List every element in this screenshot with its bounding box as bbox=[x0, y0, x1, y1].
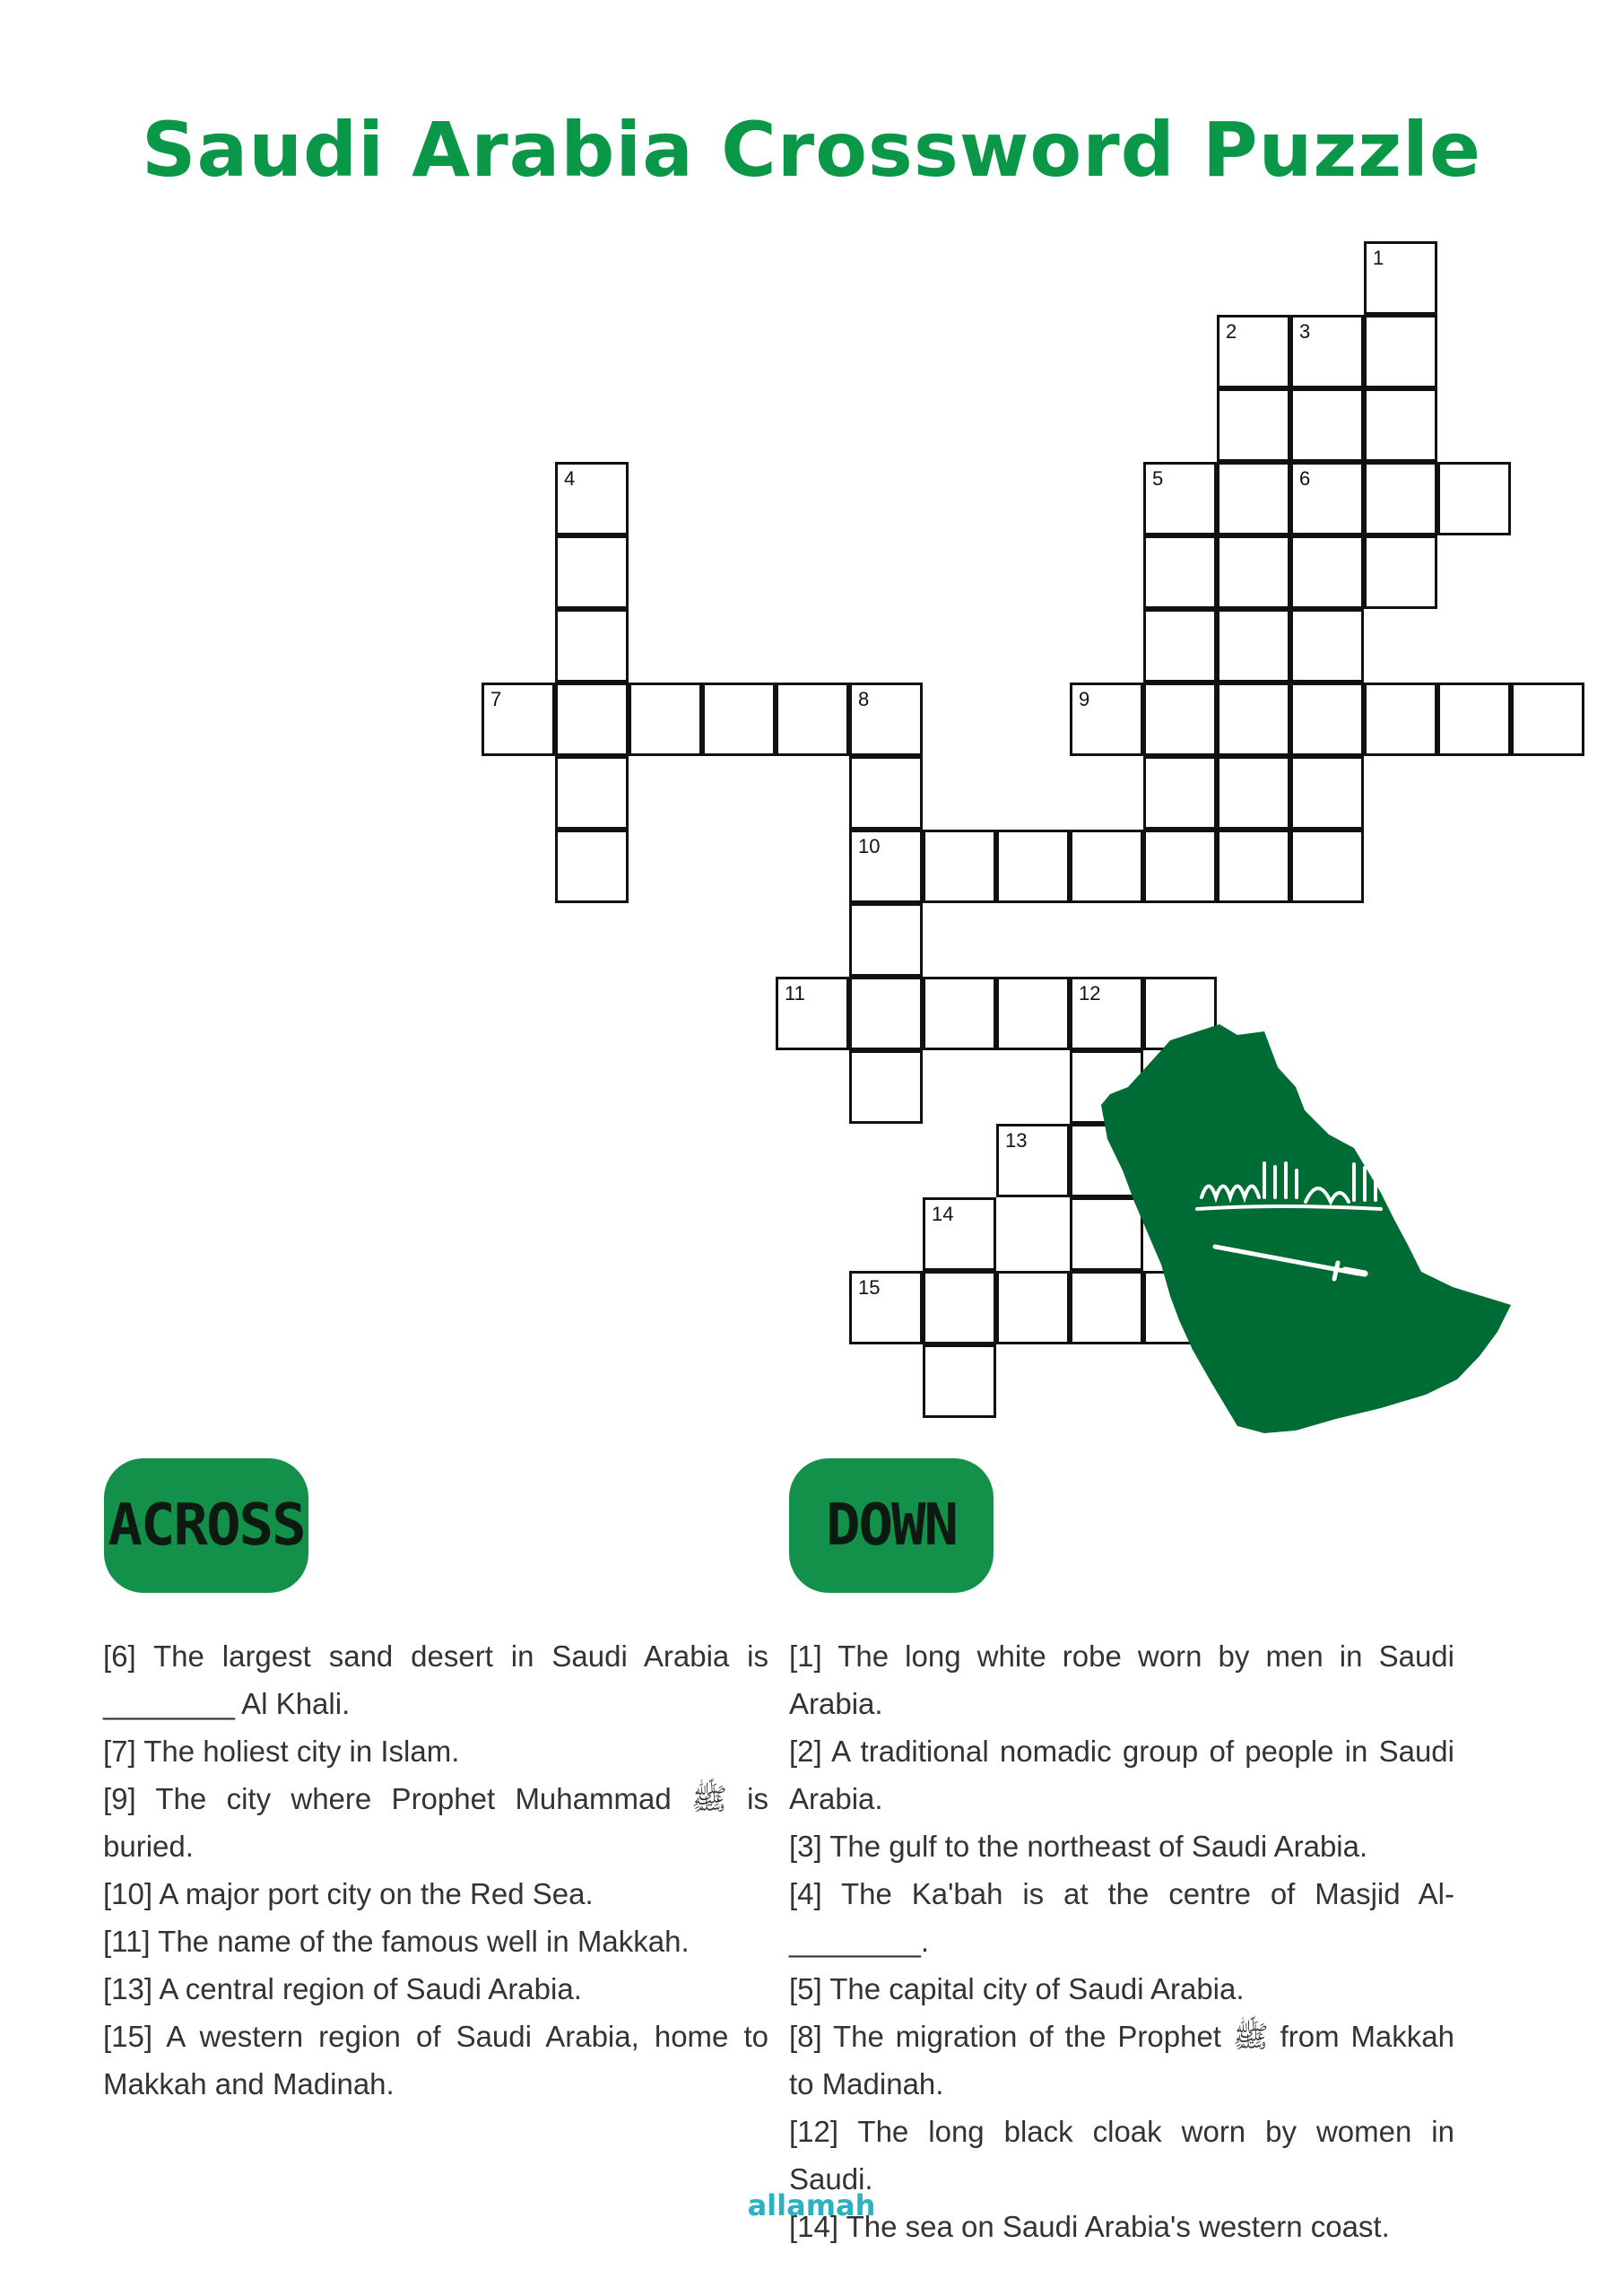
clue-number: 12 bbox=[1079, 982, 1101, 1004]
clue-item: [4] The Ka'bah is at the centre of Masjid Al-________. bbox=[789, 1877, 1454, 1958]
clue-item: [9] The city where Prophet Muhammad ﷺ is buried. bbox=[103, 1782, 768, 1863]
crossword-cell[interactable] bbox=[849, 903, 923, 977]
crossword-cell[interactable] bbox=[849, 830, 923, 903]
crossword-cell[interactable] bbox=[923, 830, 996, 903]
map-shape bbox=[1101, 1024, 1511, 1433]
crossword-cell[interactable] bbox=[1143, 535, 1217, 609]
clue-item: [7] The holiest city in Islam. bbox=[103, 1735, 460, 1768]
clue-item: [13] A central region of Saudi Arabia. bbox=[103, 1972, 582, 2005]
clue-item: [11] The name of the famous well in Makkah. bbox=[103, 1925, 690, 1958]
crossword-cell[interactable] bbox=[702, 683, 776, 756]
crossword-cell[interactable] bbox=[1217, 535, 1290, 609]
crossword-cell[interactable] bbox=[1070, 683, 1143, 756]
crossword-cell[interactable] bbox=[1143, 830, 1217, 903]
crossword-cell[interactable] bbox=[1364, 241, 1437, 315]
crossword-cell[interactable] bbox=[1437, 683, 1511, 756]
clue-number: 14 bbox=[932, 1203, 954, 1225]
crossword-cell[interactable] bbox=[1143, 756, 1217, 830]
crossword-cell[interactable] bbox=[923, 977, 996, 1050]
crossword-cell[interactable] bbox=[1217, 609, 1290, 683]
saudi-flag-map-icon bbox=[1085, 1004, 1524, 1453]
crossword-cell[interactable] bbox=[923, 1197, 996, 1271]
crossword-cell[interactable] bbox=[1217, 830, 1290, 903]
clue-number: 7 bbox=[490, 688, 502, 710]
clue-number: 15 bbox=[858, 1276, 881, 1299]
crossword-cell[interactable] bbox=[1217, 683, 1290, 756]
crossword-cell[interactable] bbox=[1290, 830, 1364, 903]
crossword-cell[interactable] bbox=[849, 1271, 923, 1344]
crossword-cell[interactable] bbox=[996, 830, 1070, 903]
crossword-cell[interactable] bbox=[849, 756, 923, 830]
clue-item: [6] The largest sand desert in Saudi Arabia is ________ Al Khali. bbox=[103, 1639, 768, 1720]
clue-number: 5 bbox=[1152, 467, 1164, 490]
down-clue-list bbox=[789, 1632, 1454, 2250]
crossword-cell[interactable] bbox=[923, 1344, 996, 1418]
crossword-cell[interactable] bbox=[1290, 756, 1364, 830]
crossword-cell[interactable] bbox=[1217, 388, 1290, 462]
crossword-cell[interactable] bbox=[1290, 683, 1364, 756]
crossword-cell[interactable] bbox=[1364, 388, 1437, 462]
crossword-cell[interactable] bbox=[555, 830, 629, 903]
crossword-cell[interactable] bbox=[1290, 388, 1364, 462]
crossword-cell[interactable] bbox=[1437, 462, 1511, 535]
clue-item: [10] A major port city on the Red Sea. bbox=[103, 1877, 594, 1910]
crossword-cell[interactable] bbox=[555, 609, 629, 683]
page-title: Saudi Arabia Crossword Puzzle bbox=[142, 106, 1481, 194]
clue-item: [15] A western region of Saudi Arabia, home to Makkah and Madinah. bbox=[103, 2020, 768, 2100]
clue-item: [3] The gulf to the northeast of Saudi Arabia. bbox=[789, 1830, 1368, 1863]
crossword-cell[interactable] bbox=[923, 1271, 996, 1344]
crossword-cell[interactable] bbox=[1511, 683, 1584, 756]
across-clue-list bbox=[103, 1632, 768, 2108]
crossword-cell[interactable] bbox=[1290, 462, 1364, 535]
clue-number: 11 bbox=[785, 982, 805, 1004]
clue-number: 3 bbox=[1299, 320, 1311, 343]
crossword-cell[interactable] bbox=[849, 977, 923, 1050]
crossword-cell[interactable] bbox=[1364, 683, 1437, 756]
clue-number: 6 bbox=[1299, 467, 1311, 490]
clue-item: [8] The migration of the Prophet ﷺ from Makkah to Madinah. bbox=[789, 2020, 1454, 2100]
crossword-cell[interactable] bbox=[996, 1271, 1070, 1344]
crossword-cell[interactable] bbox=[1364, 535, 1437, 609]
crossword-cell[interactable] bbox=[1143, 609, 1217, 683]
crossword-cell[interactable] bbox=[1364, 315, 1437, 388]
clue-number: 2 bbox=[1226, 320, 1237, 343]
clue-item: [12] The long black cloak worn by women in Saudi. bbox=[789, 2115, 1454, 2196]
crossword-cell[interactable] bbox=[1070, 830, 1143, 903]
crossword-cell[interactable] bbox=[555, 683, 629, 756]
crossword-cell[interactable] bbox=[1290, 535, 1364, 609]
crossword-cell[interactable] bbox=[1217, 462, 1290, 535]
clue-number: 8 bbox=[858, 688, 870, 710]
clue-item: [1] The long white robe worn by men in Saudi Arabia. bbox=[789, 1639, 1454, 1720]
clue-item: [14] The sea on Saudi Arabia's western coast. bbox=[789, 2210, 1390, 2243]
clue-item: [5] The capital city of Saudi Arabia. bbox=[789, 1972, 1245, 2005]
allamah-logo: allamah bbox=[747, 2188, 876, 2222]
crossword-cell[interactable] bbox=[1364, 462, 1437, 535]
crossword-cell[interactable] bbox=[555, 756, 629, 830]
crossword-cell[interactable] bbox=[776, 977, 849, 1050]
crossword-cell[interactable] bbox=[629, 683, 702, 756]
crossword-cell[interactable] bbox=[1143, 683, 1217, 756]
clue-number: 13 bbox=[1005, 1129, 1028, 1152]
crossword-cell[interactable] bbox=[996, 977, 1070, 1050]
crossword-cell[interactable] bbox=[555, 535, 629, 609]
crossword-cell[interactable] bbox=[996, 1124, 1070, 1197]
crossword-cell[interactable] bbox=[776, 683, 849, 756]
crossword-cell[interactable] bbox=[1217, 756, 1290, 830]
crossword-cell[interactable] bbox=[849, 1050, 923, 1124]
crossword-cell[interactable] bbox=[1290, 315, 1364, 388]
clue-number: 1 bbox=[1373, 247, 1384, 269]
crossword-cell[interactable] bbox=[555, 462, 629, 535]
clue-number: 9 bbox=[1079, 688, 1090, 710]
across-heading: ACROSS bbox=[104, 1458, 308, 1593]
crossword-cell[interactable] bbox=[482, 683, 555, 756]
crossword-cell[interactable] bbox=[849, 683, 923, 756]
crossword-cell[interactable] bbox=[1217, 315, 1290, 388]
crossword-cell[interactable] bbox=[1290, 609, 1364, 683]
crossword-cell[interactable] bbox=[1143, 462, 1217, 535]
clue-number: 4 bbox=[564, 467, 576, 490]
clue-number: 10 bbox=[858, 835, 881, 857]
down-heading: DOWN bbox=[789, 1458, 994, 1593]
clue-item: [2] A traditional nomadic group of people in Saudi Arabia. bbox=[789, 1735, 1454, 1815]
